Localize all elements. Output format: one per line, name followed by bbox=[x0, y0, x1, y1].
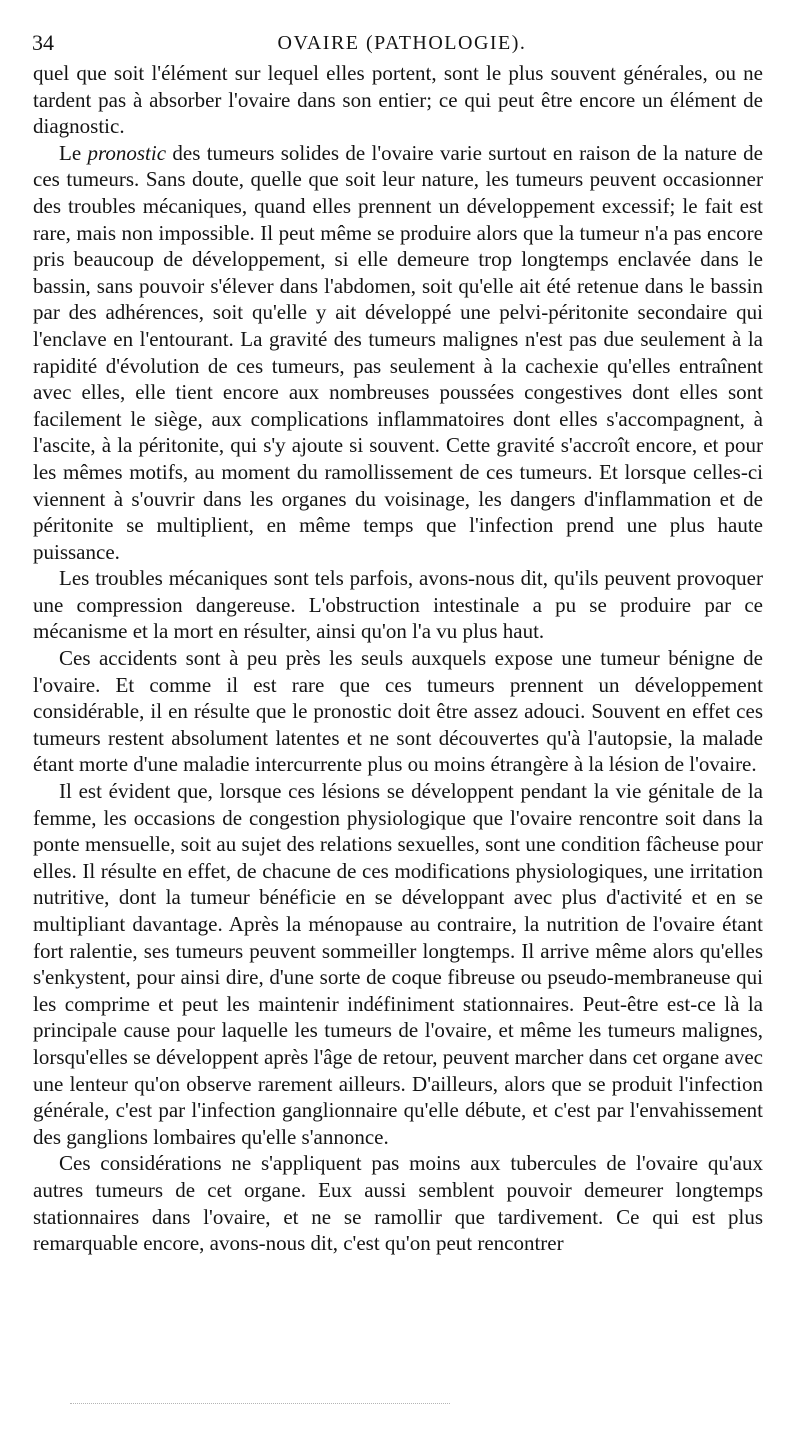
page-header bbox=[32, 30, 772, 56]
paragraph-vie-genitale: Il est évident que, lorsque ces lésions se développent pendant la vie génitale de la femme, les occasions de congestion physiologique que l'ovaire rencontre soit dans la ponte mensuelle, soit au sujet des relations sexuelles, sont une condition fâcheuse pour elles. Il résulte en effet, de chacune de ces modifications physiologiques, une irritation nutritive, dont la tumeur bénéficie en se développant avec plus d'activité et en se multipliant davantage. Après la ménopause au contraire, la nutrition de l'ovaire étant fort ralentie, ses tumeurs peuvent sommeiller longtemps. Il arrive même alors qu'elles s'enkystent, pour ainsi dire, d'une sorte de coque fibreuse ou pseudo-membraneuse qui les comprime et peut les maintenir indéfiniment stationnaires. Peut-être est-ce là la principale cause pour laquelle les tumeurs de l'ovaire, et même les tumeurs malignes, lorsqu'elles se développent après l'âge de retour, peuvent marcher dans cet organe avec une lenteur qu'on observe rarement ailleurs. D'ailleurs, alors que se produit l'infection générale, c'est par l'infection ganglionnaire qu'elle débute, et c'est par l'envahissement des ganglions lombaires qu'elle s'annonce. bbox=[33, 779, 763, 1149]
paragraph-tubercules: Ces considérations ne s'appliquent pas moins aux tubercules de l'ovaire qu'aux autres tumeurs de cet organe. Eux aussi semblent pouvoir demeurer longtemps stationnaires dans l'ovaire, et ne se ramollir que tardivement. Ce qui est plus remarquable encore, avons-nous dit, c'est qu'on peut rencontrer bbox=[33, 1151, 763, 1256]
paragraph-continuation: quel que soit l'élément sur lequel elles portent, sont le plus souvent générales, ou ne tardent pas à absorber l'ovaire dans son entier; ce qui peut être encore un élément de diagnostic. bbox=[33, 61, 763, 139]
emphasis-pronostic: pronostic bbox=[87, 140, 167, 165]
paragraph-accidents: Ces accidents sont à peu près les seuls auxquels expose une tumeur bénigne de l'ovaire. Et comme il est rare que ces tumeurs prennent un développement considérable, il en résulte que le pronostic doit être assez adouci. Souvent en effet ces tumeurs restent absolument latentes et ne sont découvertes qu'à l'autopsie, la malade étant morte d'une maladie intercurrente plus ou moins étrangère à la lésion de l'ovaire. bbox=[33, 646, 763, 777]
paragraph-troubles-mecaniques: Les troubles mécaniques sont tels parfois, avons-nous dit, qu'ils peuvent provoquer une compression dangereuse. L'obstruction intestinale a pu se produire par ce mécanisme et la mort en résulter, ainsi qu'on l'a vu plus haut. bbox=[33, 566, 763, 644]
running-head: OVAIRE (PATHOLOGIE). bbox=[277, 32, 527, 54]
page-number: 34 bbox=[32, 30, 54, 55]
footer-rule bbox=[70, 1403, 450, 1406]
paragraph-pronostic: Le pronostic des tumeurs solides de l'ovaire varie surtout en raison de la nature de ces tumeurs. Sans doute, quelle que soit leur nature, les tumeurs peuvent occasionner des troubles mécaniques, quand elles prennent un développement excessif; le fait est rare, mais non impossible. Il peut même se produire alors que la tumeur n'a pas encore pris beaucoup de développement, si elle demeure trop longtemps enclavée dans le bassin, sans pouvoir s'élever dans l'abdomen, soit qu'elle ait été retenue dans le bassin par des adhérences, soit qu'elle y ait développé une pelvi-péritonite secondaire qui l'enclave en l'entourant. La gravité des tumeurs malignes n'est pas due seulement à la rapidité d'évolution de ces tumeurs, pas seulement à la cachexie qu'elles entraînent avec elles, elle tient encore aux nombreuses poussées congestives dont elles sont facilement le siège, aux complications inflammatoires dont elles s'accompagnent, à l'ascite, à la péritonite, qui s'y ajoute si souvent. Cette gravité s'accroît encore, et pour les mêmes motifs, au moment du ramollissement de ces tumeurs. Et lorsque celles-ci viennent à s'ouvrir dans les organes du voisinage, les dangers d'inflammation et de péritonite se multiplient, en même temps que l'infection prend une plus haute puissance. bbox=[33, 140, 763, 564]
body-text bbox=[33, 60, 763, 1257]
